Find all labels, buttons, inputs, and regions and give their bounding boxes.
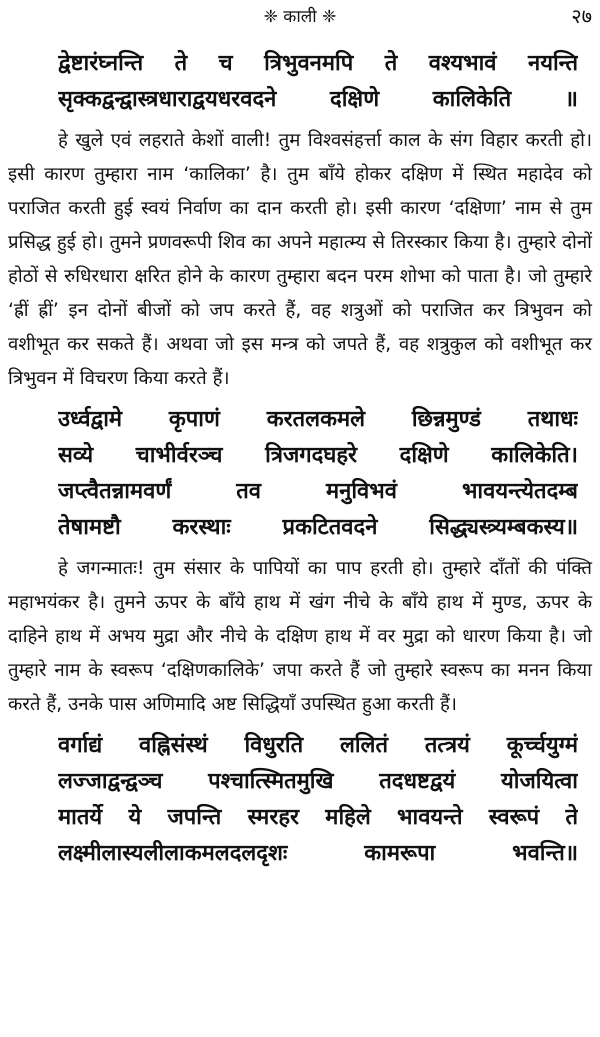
verse-line: जप्त्वैतन्नामवर्णं तव मनुविभवं भावयन्त्येतदम्ब bbox=[58, 479, 578, 504]
verse-2 bbox=[0, 402, 600, 546]
page-content bbox=[0, 46, 600, 878]
verse-line: मातर्ये ये जपन्ति स्मरहर महिले भावयन्ते स्वरूपं ते bbox=[58, 805, 578, 830]
verse-1 bbox=[0, 46, 600, 118]
verse-line: तेषामष्टौ करस्थाः प्रकटितवदने सिद्ध्यस्त्र्यम्बकस्य॥ bbox=[58, 515, 578, 540]
verse-line: सव्ये चाभीर्वरञ्च त्रिजगदघहरे दक्षिणे कालिकेति। bbox=[58, 443, 578, 468]
commentary-2 bbox=[0, 552, 600, 722]
verse-line: लक्ष्मीलास्यलीलाकमलदलदृशः कामरूपा भवन्ति॥ bbox=[58, 841, 578, 866]
commentary-1 bbox=[0, 124, 600, 396]
page-number: २७ bbox=[571, 4, 592, 28]
verse-line: वर्गाद्यं वह्निसंस्थं विधुरति ललितं तत्त्रयं कूर्च्चयुग्मं bbox=[58, 733, 578, 758]
verse-line: सृक्कद्वन्द्वास्त्रधाराद्वयधरवदने दक्षिणे कालिकेति ॥ bbox=[58, 87, 578, 112]
verse-line: द्वेष्टारंघ्नन्ति ते च त्रिभुवनमपि ते वश्यभावं नयन्ति bbox=[58, 51, 578, 76]
page-header bbox=[0, 2, 600, 30]
running-title: ❈ काली ❈ bbox=[263, 7, 337, 27]
verse-line: उर्ध्वद्वामे कृपाणं करतलकमले छिन्नमुण्डं तथाधः bbox=[58, 407, 578, 432]
verse-line: लज्जाद्वन्द्वञ्च पश्चात्स्मितमुखि तदधष्टद्वयं योजयित्वा bbox=[58, 769, 578, 794]
verse-3 bbox=[0, 728, 600, 872]
commentary-paragraph: हे खुले एवं लहराते केशों वाली! तुम विश्वसंहर्त्ता काल के संग विहार करती हो। इसी कारण तुम्हारा नाम ‘कालिका’ है। तुम बाँये होकर दक्षिण में स्थित महादेव को पराजित करती हुई स्वयं निर्वाण का दान करती हो। इसी कारण ‘दक्षिणा’ नाम से तुम प्रसिद्ध हुई हो। तुमने प्रणवरूपी शिव का अपने महात्म्य से तिरस्कार किया है। तुम्हारे दोनों होठों से रुधिरधारा क्षरित होने के कारण तुम्हारा बदन परम शोभा को पाता है। जो तुम्हारे ‘ह्रीं ह्रीं’ इन दोनों बीजों को जप करते हैं, वह शत्रुओं को पराजित कर त्रिभुवन को वशीभूत कर सकते हैं। अथवा जो इस मन्त्र को जपते हैं, वह शत्रुकुल को वशीभूत कर त्रिभुवन में विचरण किया करते हैं। bbox=[8, 130, 592, 389]
commentary-paragraph: हे जगन्मातः! तुम संसार के पापियों का पाप हरती हो। तुम्हारे दाँतों की पंक्ति महाभयंकर है। तुमने ऊपर के बाँये हाथ में खंग नीचे के बाँये हाथ में मुण्ड, ऊपर के दाहिने हाथ में अभय मुद्रा और नीचे के दक्षिण हाथ में वर मुद्रा को धारण किया है। जो तुम्हारे नाम के स्वरूप ‘दक्षिणकालिके’ जपा करते हैं जो तुम्हारे स्वरूप का मनन किया करते हैं, उनके पास अणिमादि अष्ट सिद्धियाँ उपस्थित हुआ करती हैं। bbox=[8, 558, 592, 715]
